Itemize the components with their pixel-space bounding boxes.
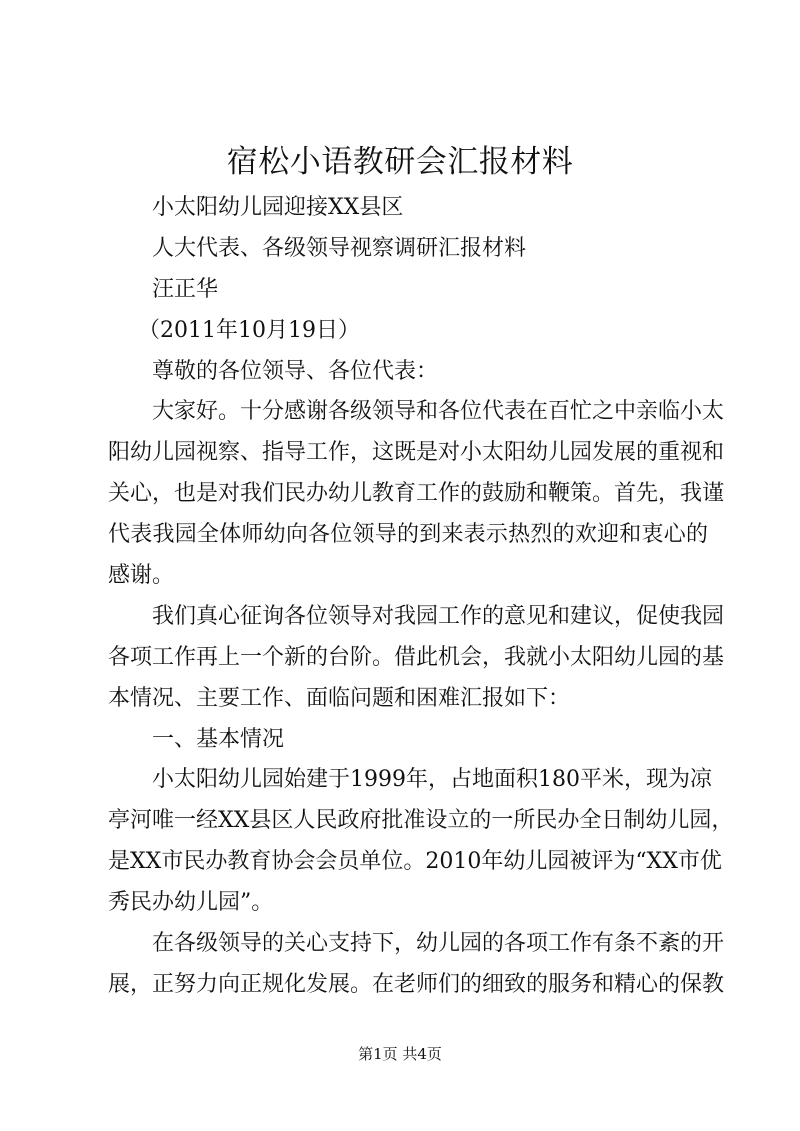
subtitle-line: 人大代表、各级领导视察调研汇报材料 [152,235,527,261]
document-title: 宿松小语教研会汇报材料 [226,144,574,180]
section-heading: 一、基本情况 [152,726,285,752]
paragraph-line: 关心，也是对我们民办幼儿教育工作的鼓励和鞭策。首先，我谨 [108,481,725,507]
date-line: （2011年10月19日） [138,317,360,343]
salutation-line: 尊敬的各位领导、各位代表： [152,358,439,384]
paragraph-line: 在各级领导的关心支持下，幼儿园的各项工作有条不紊的开 [152,931,725,957]
paragraph-line: 小太阳幼儿园始建于1999年，占地面积180平米，现为凉 [152,767,712,793]
paragraph-line: 展，正努力向正规化发展。在老师们的细致的服务和精心的保教 [108,971,725,997]
paragraph-line: 是XX市民办教育协会会员单位。2010年幼儿园被评为“XX市优 [108,849,722,875]
page-footer: 第1页 共4页 [358,1045,442,1063]
document-body [108,188,734,1006]
paragraph-line: 大家好。十分感谢各级领导和各位代表在百忙之中亲临小太 [152,399,725,425]
paragraph-line: 代表我园全体师幼向各位领导的到来表示热烈的欢迎和衷心的 [108,522,708,548]
paragraph-line: 阳幼儿园视察、指导工作，这既是对小太阳幼儿园发展的重视和 [108,440,725,466]
subtitle-line: 小太阳幼儿园迎接XX县区 [152,195,404,220]
paragraph-line: 感谢。 [108,563,175,589]
author-line: 汪正华 [152,276,219,302]
paragraph-line: 本情况、主要工作、面临问题和困难汇报如下： [108,685,571,711]
paragraph-line: 秀民办幼儿园”。 [108,890,274,916]
paragraph-line: 我们真心征询各位领导对我园工作的意见和建议，促使我园 [152,603,725,629]
paragraph-line: 亭河唯一经XX县区人民政府批准设立的一所民办全日制幼儿园， [108,808,734,834]
paragraph-line: 各项工作再上一个新的台阶。借此机会，我就小太阳幼儿园的基 [108,644,725,670]
